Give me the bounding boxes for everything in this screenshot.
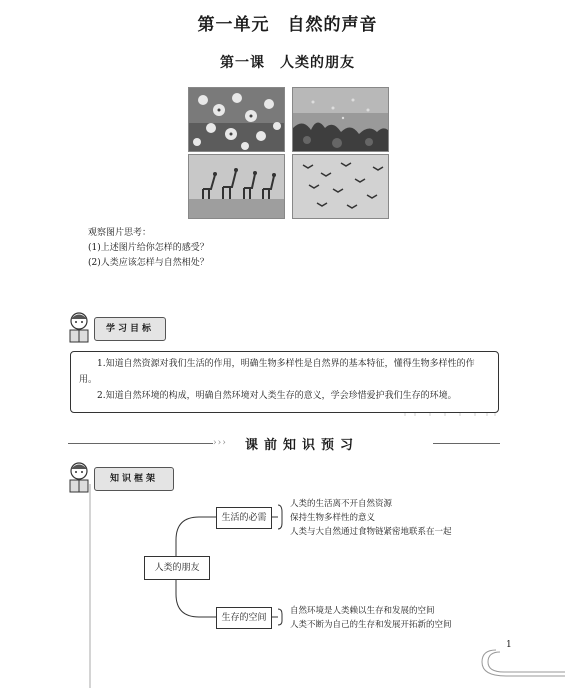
page-number: 1 bbox=[506, 640, 512, 650]
leaf-item: 自然环境是人类赖以生存和发展的空间 bbox=[290, 606, 435, 616]
leaf-item: 人类不断为自己的生存和发展开拓新的空间 bbox=[290, 620, 452, 630]
chevrons: ››› bbox=[213, 438, 227, 448]
goal-item-1: 1.知道自然资源对我们生活的作用，明确生物多样性是自然界的基本特征，懂得生物多样性的作用。 bbox=[79, 359, 475, 385]
lesson-title: 第一课 人类的朋友 bbox=[220, 55, 355, 71]
question-2: (2)人类应该怎样与自然相处？ bbox=[88, 258, 209, 268]
goals-badge: 学习目标 bbox=[94, 317, 166, 341]
page-corner-swirl bbox=[470, 628, 570, 678]
leaf-item: 人类与大自然通过食物链紧密地联系在一起 bbox=[290, 527, 452, 537]
question-1: (1)上述图片给你怎样的感受？ bbox=[88, 243, 209, 253]
section-title: 课前知识预习 bbox=[245, 438, 360, 453]
questions-intro: 观察图片思考： bbox=[88, 228, 152, 238]
branch-node-living-space: 生存的空间 bbox=[216, 607, 272, 629]
goal-item-2: 2.知道自然环境的构成，明确自然环境对人类生存的意义，学会珍惜爱护我们生存的环境。 bbox=[97, 391, 457, 401]
leaf-item: 人类的生活离不开自然资源 bbox=[290, 499, 393, 509]
branch-node-necessity: 生活的必需 bbox=[216, 507, 272, 529]
framework-badge: 知识框架 bbox=[94, 467, 174, 491]
root-node: 人类的朋友 bbox=[144, 556, 210, 580]
leaf-item: 保持生物多样性的意义 bbox=[290, 513, 376, 523]
unit-title: 第一单元 自然的声音 bbox=[197, 15, 378, 35]
